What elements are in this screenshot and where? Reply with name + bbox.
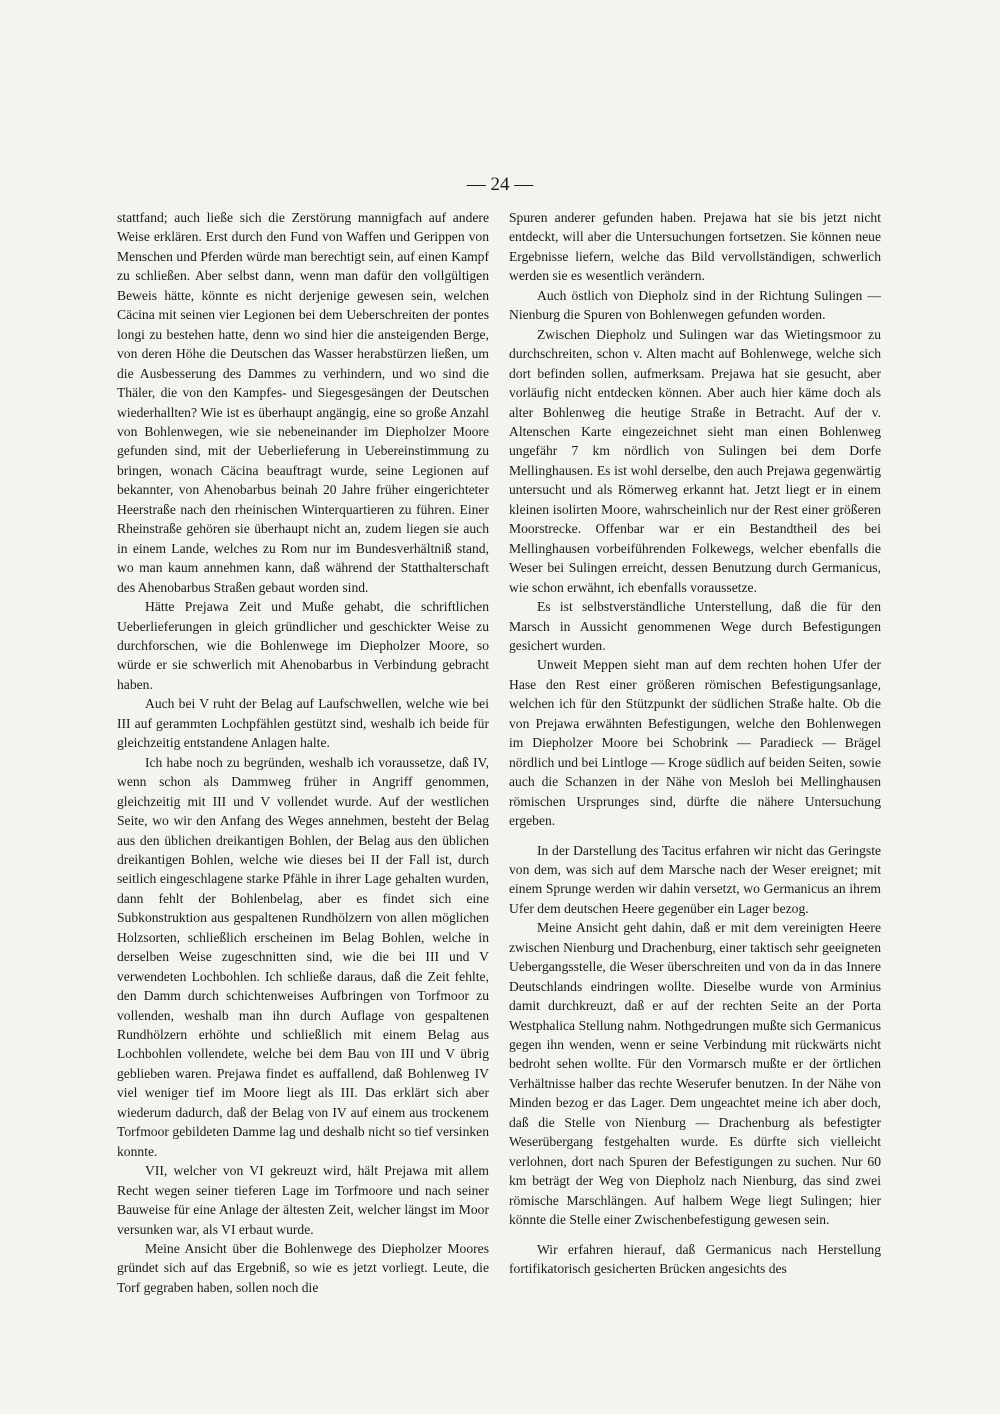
paragraph: Unweit Meppen sieht man auf dem rechten hohen Ufer der Hase den Rest einer größeren römischen Befestigungsanlage, welchen ich für den Stützpunkt der südlichen Straße halte. Ob die von Prejawa erwähnten Befestigungen, welche den Bohlenwegen im Diepholzer Moore bei Schobrink — Paradieck — Brägel nördlich und bei Lintloge — Kroge südlich auf beiden Seiten, sowie auch die Schanzen in der Nähe von Mesloh bei Mellinghausen römischen Ursprunges sind, dürfte die nähere Untersuchung ergeben. xyxy=(509,657,881,829)
right-column xyxy=(509,208,881,1278)
paragraph: Hätte Prejawa Zeit und Muße gehabt, die schriftlichen Ueberlieferungen in gleich gründlicher und geschickter Weise zu durchforschen, wie die Bohlenwege im Diepholzer Moore, so würde er sie schwerlich mit Ahenobarbus in Verbindung gebracht haben. xyxy=(117,599,489,692)
paragraph: Auch östlich von Diepholz sind in der Richtung Sulingen — Nienburg die Spuren von Bohlenwegen gefunden worden. xyxy=(509,287,881,323)
page-number: — 24 — xyxy=(466,174,534,195)
paragraph: Ich habe noch zu begründen, weshalb ich voraussetze, daß IV, wenn schon als Dammweg früher in Angriff genommen, gleichzeitig mit III und V vollendet wurde. Auf der westlichen Seite, wo wir den Anfang des Weges annehmen, besteht der Belag aus den üblichen dreikantigen Bohlen, der Belag aus den üblichen dreikantigen Bohlen, welche wie dieses bei II der Fall ist, durch seitlich eingeschlagene starke Pfähle in ihrer Lage gehalten wurden, dann fehlt der Bohlenbelag, aber es findet sich eine Subkonstruktion aus gespaltenen Rundhölzern von allen möglichen Holzsorten, schließlich erscheinen im Belag Bohlen, welche in derselben Weise zugeschnitten sind, wie die bei III und V verwendeten Lochbohlen. Ich schließe daraus, daß die Zeit fehlte, den Damm durch schichtenweises Aufbringen von Torfmoor zu vollenden, weshalb man ihn durch Auflage von gespaltenen Rundhölzern erhöhte und schließlich mit einem Belag aus Lochbohlen vollendete, welche bei dem Bau von III und V übrig geblieben waren. Prejawa findet es auffallend, daß Bohlenweg IV viel weniger tief im Moore liegt als III. Das erklärt sich aber wiederum dadurch, daß der Belag von IV auf einem aus trockenem Torfmoor gebildeten Damme lag und deshalb nicht so tief versinken konnte. xyxy=(117,754,489,1159)
paragraph: stattfand; auch ließe sich die Zerstörung mannigfach auf andere Weise erklären. Erst durch den Fund von Waffen und Gerippen von Menschen und Pferden würde man berechtigt sein, auf einen Kampf zu schließen. Aber selbst dann, wenn man dafür den vollgültigen Beweis hätte, könnte es nicht derjenige gewesen sein, welchen Cäcina mit seinen vier Legionen bei dem Ueberschreiten der pontes longi zu bestehen hatte, denn wo sind hier die ansteigenden Berge, von deren Höhe die Deutschen das Wasser herabstürzen ließen, um die Ausbesserung des Dammes zu verhindern, und wo sind die Thäler, die von den Kampfes- und Siegesgesängen der Deutschen wiederhallten? Wie ist es überhaupt angängig, eine so große Anzahl von Bohlenwegen, wie sie nebeneinander im Diepholzer Moore gefunden sind, mit der Ueberlieferung in Uebereinstimmung zu bringen, wonach Cäcina beauftragt wurde, seine Legionen auf bekannter, von Ahenobarbus beinah 20 Jahre früher eingerichteter Heerstraße nach den rheinischen Winterquartieren zu führen. Einer Rheinstraße gehören sie überhaupt nicht an, zudem liegen sie auch in einem Lande, welches zu Rom nur im Bundesverhältniß stand, wo man kaum annehmen kann, daß während der Statthalterschaft des Ahenobarbus Straßen gebaut worden sind. xyxy=(117,210,489,595)
paragraph: Spuren anderer gefunden haben. Prejawa hat sie bis jetzt nicht entdeckt, will aber die Untersuchungen fortsetzen. Sie können neue Ergebnisse liefern, welche das Bild vervollständigen, schwerlich werden sie es wesentlich verändern. xyxy=(509,210,881,284)
paragraph: Es ist selbstverständliche Unterstellung, daß die für den Marsch in Aussicht genommenen Wege durch Befestigungen gesichert wurden. xyxy=(509,599,881,653)
paragraph: Zwischen Diepholz und Sulingen war das Wietingsmoor zu durchschreiten, schon v. Alten macht auf Bohlenwege, welche sich dort befinden sollen, aufmerksam. Prejawa hat sie gesucht, aber vorläufig nicht entdecken können. Aber auch hier käme doch als alter Bohlenweg die heutige Straße in Betracht. Auf der v. Altenschen Karte eingezeichnet sieht man einen Bohlenweg ungefähr 7 km nördlich von Sulingen bei dem Dorfe Mellinghausen. Es ist wohl derselbe, den auch Prejawa gegenwärtig untersucht und als Römerweg erkannt hat. Jetzt liegt er in einem kleinen isolirten Moore, wahrscheinlich nur der Rest einer größeren Moorstrecke. Offenbar war er ein Bestandtheil des bei Mellinghausen vorbeiführenden Folkewegs, welcher ebenfalls die Weser bei Sulingen erreicht, dessen Benutzung durch Germanicus, wie schon erwähnt, ich ebenfalls voraussetze. xyxy=(509,326,881,595)
paragraph: In der Darstellung des Tacitus erfahren wir nicht das Geringste von dem, was sich auf dem Marsche nach der Weser ereignet; mit einem Sprunge werden wir dahin versetzt, wo Germanicus an ihrem Ufer dem deutschen Heere gegenüber ein Lager bezog. xyxy=(509,842,881,916)
paragraph: Wir erfahren hierauf, daß Germanicus nach Herstellung fortifikatorisch gesicherten Brücken angesichts des xyxy=(509,1241,881,1277)
paragraph: Auch bei V ruht der Belag auf Laufschwellen, welche wie bei III auf gerammten Lochpfählen gestützt sind, weshalb ich beide für gleichzeitig entstandene Anlagen halte. xyxy=(117,696,489,751)
paragraph: Meine Ansicht geht dahin, daß er mit dem vereinigten Heere zwischen Nienburg und Drachenburg, einer taktisch sehr geeigneten Uebergangsstelle, die Weser überschreiten und von da in das Innere Deutschlands eindringen wollte. Dieselbe wurde von Arminius damit durchkreuzt, daß er auf der rechten Seite an der Porta Westphalica Stellung nahm. Nothgedrungen mußte sich Germanicus gegen ihn wenden, wenn er seine Verbindung mit rückwärts nicht bedroht sehen wollte. Für den Vormarsch mußte er der örtlichen Verhältnisse halber das rechte Weserufer benutzen. In der Nähe von Minden bezog er das Lager. Dem ungeachtet meine ich aber doch, daß die Stelle von Nienburg — Drachenburg als befestigter Weserübergang festgehalten wurde. Es dürfte sich vielleicht verlohnen, dort nach Spuren der Befestigungen zu suchen. Nur 60 km beträgt der Weg von Diepholz nach Nienburg, das sind zwei römische Marschlängen. Auf halbem Wege liegt Sulingen; hier könnte die Stelle einer Zwischenbefestigung gewesen sein. xyxy=(509,920,881,1228)
paragraph: Meine Ansicht über die Bohlenwege des Diepholzer Moores gründet sich auf das Ergebniß, so wie es jetzt vorliegt. Leute, die Torf gegraben haben, sollen noch die xyxy=(117,1241,489,1295)
paragraph: VII, welcher von VI gekreuzt wird, hält Prejawa mit allem Recht wegen seiner tieferen Lage im Torfmoore und nach seiner Bauweise für eine Anlage der ältesten Zeit, welcher längst im Moor versunken war, als VI erbaut wurde. xyxy=(117,1163,489,1237)
left-column xyxy=(117,208,489,1297)
